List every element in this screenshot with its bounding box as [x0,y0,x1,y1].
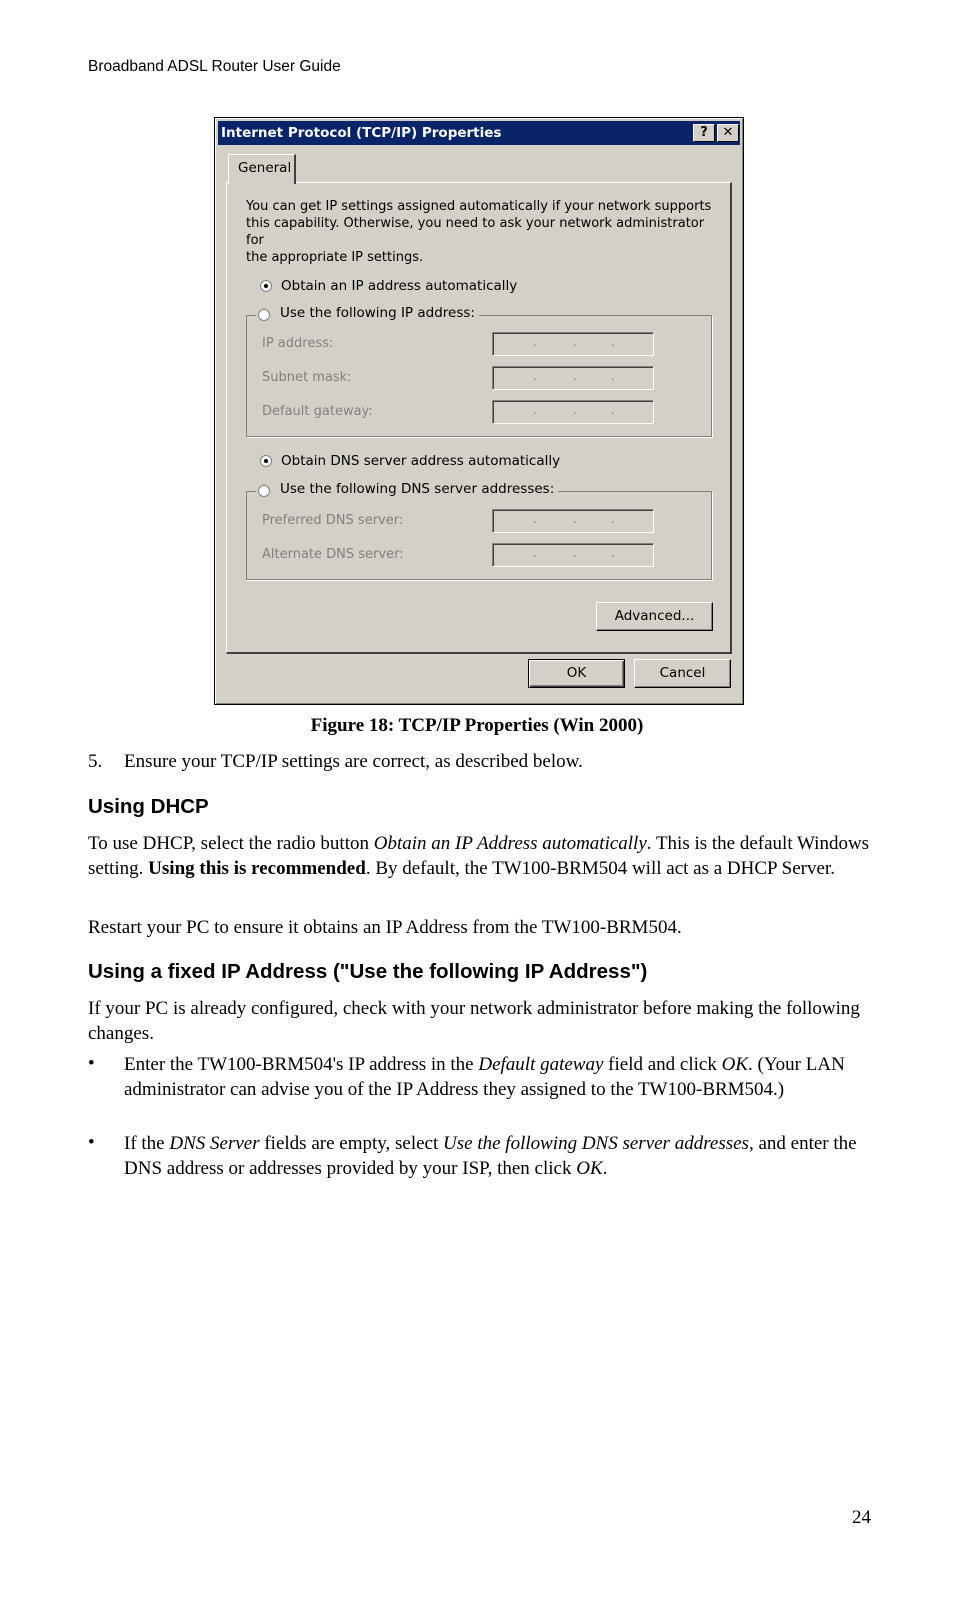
help-button[interactable]: ? [693,124,715,142]
static-dns-legend [256,481,558,497]
text-run-italic: Obtain an IP Address automatically [373,833,647,854]
intro-text [246,198,716,266]
dhcp-paragraph [88,832,878,881]
ip-dot: . [573,369,577,383]
tab-general[interactable] [228,154,296,184]
obtain-ip-label[interactable]: Obtain an IP address automatically [281,278,518,294]
text-run: Enter the TW100-BRM504's IP address in the [124,1054,479,1075]
bullet-marker: • [88,1053,95,1074]
ip-dot: . [611,403,615,417]
text-run: . (Your LAN administrator can advise you of the IP Address they assigned to the TW100-BRM504.) [124,1054,845,1100]
text-run: . By default, the TW100-BRM504 will act as a DHCP Server. [365,857,835,879]
advanced-button[interactable]: Advanced... [596,602,713,631]
text-run-italic: Default gateway [478,1054,604,1075]
text-run: To use DHCP, select the radio button [88,833,374,854]
obtain-dns-radio[interactable] [260,455,272,467]
text-run: . [602,1157,608,1179]
bullet-dns [124,1132,876,1181]
ip-dot: . [533,546,537,560]
ip-dot: . [573,546,577,560]
restart-paragraph: Restart your PC to ensure it obtains an IP Address from the TW100-BRM504. [88,917,682,938]
heading-using-dhcp: Using DHCP [88,795,209,818]
text-run-italic: Use the following DNS server addresses [443,1133,749,1154]
subnet-mask-input[interactable] [492,366,654,390]
text-run: fields are empty, select [259,1133,444,1154]
ip-dot: . [611,335,615,349]
use-ip-label[interactable]: Use the following IP address: [280,305,475,321]
cancel-button[interactable]: Cancel [634,659,731,688]
text-run: field and click [603,1054,722,1075]
intro-line: You can get IP settings assigned automatically if your network supports [246,199,712,214]
ip-dot: . [533,369,537,383]
ip-dot: . [533,403,537,417]
ip-dot: . [611,369,615,383]
text-run-italic: OK [576,1157,603,1179]
subnet-mask-label: Subnet mask: [262,370,352,385]
text-run: If the [124,1133,170,1154]
bullet-gateway [124,1053,876,1102]
step-text: Ensure your TCP/IP settings are correct, as described below. [124,751,583,772]
text-run-italic: DNS Server [169,1133,260,1154]
use-ip-radio[interactable] [258,309,270,321]
text-run: . This is the default Windows setting. [88,833,870,879]
intro-line: this capability. Otherwise, you need to ask your network administrator for [246,216,705,248]
ip-dot: . [611,512,615,526]
ip-address-label: IP address: [262,336,334,351]
use-dns-label[interactable]: Use the following DNS server addresses: [280,481,555,497]
fixed-ip-paragraph: If your PC is already configured, check with your network administrator before making the following changes. [88,998,860,1044]
intro-line: the appropriate IP settings. [246,250,424,265]
tab-general-label: General [238,160,292,176]
ip-dot: . [533,335,537,349]
running-header: Broadband ADSL Router User Guide [88,58,341,75]
page-number: 24 [852,1507,871,1528]
heading-fixed-ip: Using a fixed IP Address ("Use the following IP Address") [88,960,648,983]
title-bar[interactable] [218,121,740,145]
alternate-dns-input[interactable] [492,543,654,567]
ip-dot: . [611,546,615,560]
step-number: 5. [88,751,103,772]
text-run-italic: OK [721,1054,749,1075]
alternate-dns-label: Alternate DNS server: [262,547,404,562]
preferred-dns-input[interactable] [492,509,654,533]
ip-dot: . [533,512,537,526]
obtain-dns-label[interactable]: Obtain DNS server address automatically [281,453,561,469]
text-run: , and enter the DNS address or addresses provided by your ISP, then click [124,1133,857,1179]
bullet-marker: • [88,1132,95,1153]
static-ip-legend [256,305,479,321]
default-gateway-label: Default gateway: [262,404,373,419]
ip-dot: . [573,512,577,526]
tcpip-properties-dialog [214,117,744,705]
ip-dot: . [573,335,577,349]
use-dns-radio[interactable] [258,485,270,497]
text-run-bold: Using this is recommended [148,857,366,879]
close-button[interactable]: ✕ [717,124,739,142]
default-gateway-input[interactable] [492,400,654,424]
figure-caption: Figure 18: TCP/IP Properties (Win 2000) [310,715,644,736]
ip-dot: . [573,403,577,417]
obtain-ip-radio[interactable] [260,280,272,292]
dialog-title: Internet Protocol (TCP/IP) Properties [221,125,502,141]
ok-button[interactable]: OK [528,659,625,688]
ip-address-input[interactable] [492,332,654,356]
preferred-dns-label: Preferred DNS server: [262,513,404,528]
